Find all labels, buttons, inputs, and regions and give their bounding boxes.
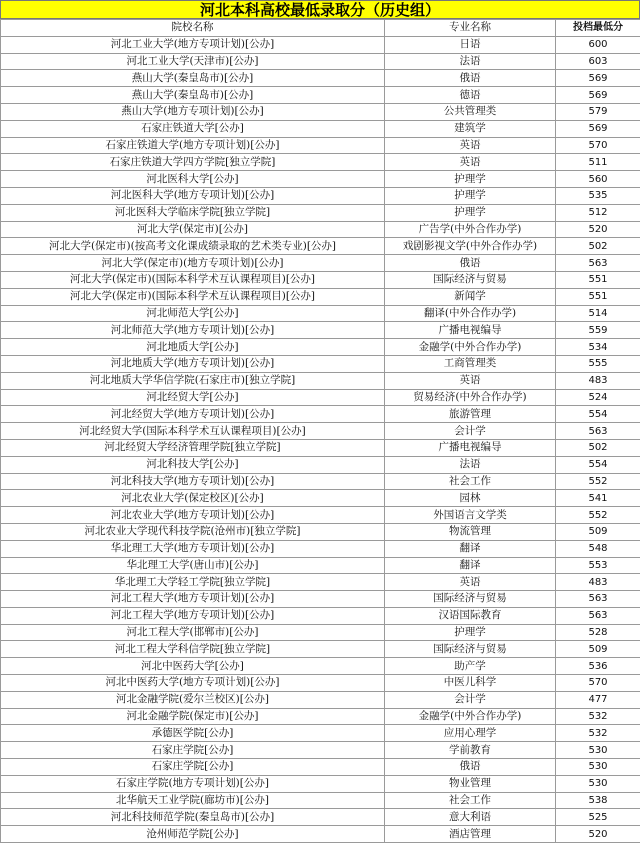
school-cell: 河北中医药大学(地方专项计划)[公办] — [1, 675, 385, 692]
school-cell: 华北理工大学(唐山市)[公办] — [1, 557, 385, 574]
table-row — [1, 423, 640, 440]
score-cell: 509 — [556, 641, 640, 658]
major-cell: 俄语 — [385, 255, 556, 272]
school-cell: 河北工程大学(地方专项计划)[公办] — [1, 607, 385, 624]
major-column-header: 专业名称 — [385, 20, 556, 37]
school-cell: 燕山大学(地方专项计划)[公办] — [1, 103, 385, 120]
major-cell: 英语 — [385, 574, 556, 591]
score-cell: 579 — [556, 103, 640, 120]
major-cell: 新闻学 — [385, 288, 556, 305]
major-cell: 汉语国际教育 — [385, 607, 556, 624]
major-cell: 法语 — [385, 456, 556, 473]
major-cell: 法语 — [385, 53, 556, 70]
score-cell: 477 — [556, 691, 640, 708]
table-row — [1, 221, 640, 238]
major-cell: 国际经济与贸易 — [385, 591, 556, 608]
school-cell: 河北工程大学(邯郸市)[公办] — [1, 624, 385, 641]
score-cell: 552 — [556, 473, 640, 490]
school-cell: 河北地质大学[公办] — [1, 339, 385, 356]
score-cell: 559 — [556, 322, 640, 339]
score-cell: 530 — [556, 759, 640, 776]
major-cell: 护理学 — [385, 204, 556, 221]
score-cell: 532 — [556, 708, 640, 725]
score-cell: 552 — [556, 507, 640, 524]
table-row — [1, 154, 640, 171]
major-cell: 社会工作 — [385, 792, 556, 809]
table-row — [1, 120, 640, 137]
major-cell: 金融学(中外合作办学) — [385, 708, 556, 725]
table-row — [1, 675, 640, 692]
school-cell: 河北中医药大学[公办] — [1, 658, 385, 675]
major-cell: 工商管理类 — [385, 355, 556, 372]
table-row — [1, 809, 640, 826]
score-cell: 512 — [556, 204, 640, 221]
table-row — [1, 87, 640, 104]
table-row — [1, 826, 640, 843]
school-cell: 河北大学(保定市)(国际本科学术互认课程项目)[公办] — [1, 288, 385, 305]
table-row — [1, 490, 640, 507]
major-cell: 翻译(中外合作办学) — [385, 305, 556, 322]
table-row — [1, 204, 640, 221]
table-row — [1, 171, 640, 188]
school-cell: 河北师范大学(地方专项计划)[公办] — [1, 322, 385, 339]
major-cell: 戏剧影视文学(中外合作办学) — [385, 238, 556, 255]
table-body — [1, 36, 640, 842]
header-row — [1, 20, 640, 37]
school-cell: 华北理工大学(地方专项计划)[公办] — [1, 540, 385, 557]
school-cell: 河北工程大学科信学院[独立学院] — [1, 641, 385, 658]
table-row — [1, 137, 640, 154]
table-row — [1, 456, 640, 473]
table-row — [1, 708, 640, 725]
table-row — [1, 742, 640, 759]
major-cell: 旅游管理 — [385, 406, 556, 423]
school-cell: 河北工程大学(地方专项计划)[公办] — [1, 591, 385, 608]
table-row — [1, 339, 640, 356]
school-cell: 河北经贸大学经济管理学院[独立学院] — [1, 439, 385, 456]
score-cell: 483 — [556, 372, 640, 389]
score-cell: 570 — [556, 137, 640, 154]
table-row — [1, 658, 640, 675]
major-cell: 广播电视编导 — [385, 322, 556, 339]
table-row — [1, 322, 640, 339]
table-row — [1, 53, 640, 70]
major-cell: 物业管理 — [385, 775, 556, 792]
school-cell: 石家庄铁道大学(地方专项计划)[公办] — [1, 137, 385, 154]
major-cell: 意大利语 — [385, 809, 556, 826]
score-cell: 541 — [556, 490, 640, 507]
major-cell: 德语 — [385, 87, 556, 104]
table-row — [1, 355, 640, 372]
school-cell: 河北师范大学[公办] — [1, 305, 385, 322]
major-cell: 酒店管理 — [385, 826, 556, 843]
score-cell: 563 — [556, 591, 640, 608]
major-cell: 英语 — [385, 154, 556, 171]
major-cell: 护理学 — [385, 187, 556, 204]
school-cell: 河北大学(保定市)(按高考文化课成绩录取的艺术类专业)[公办] — [1, 238, 385, 255]
table-row — [1, 607, 640, 624]
major-cell: 翻译 — [385, 540, 556, 557]
school-cell: 河北金融学院(保定市)[公办] — [1, 708, 385, 725]
major-cell: 中医儿科学 — [385, 675, 556, 692]
school-cell: 河北金融学院(爱尔兰校区)[公办] — [1, 691, 385, 708]
major-cell: 护理学 — [385, 171, 556, 188]
score-cell: 514 — [556, 305, 640, 322]
score-cell: 554 — [556, 456, 640, 473]
score-cell: 528 — [556, 624, 640, 641]
score-cell: 530 — [556, 742, 640, 759]
school-cell: 石家庄学院[公办] — [1, 742, 385, 759]
major-cell: 会计学 — [385, 691, 556, 708]
school-cell: 河北工业大学(地方专项计划)[公办] — [1, 36, 385, 53]
major-cell: 外国语言文学类 — [385, 507, 556, 524]
major-cell: 应用心理学 — [385, 725, 556, 742]
score-cell: 563 — [556, 423, 640, 440]
school-cell: 河北工业大学(天津市)[公办] — [1, 53, 385, 70]
table-row — [1, 288, 640, 305]
school-cell: 河北科技大学(地方专项计划)[公办] — [1, 473, 385, 490]
table-row — [1, 271, 640, 288]
table-row — [1, 103, 640, 120]
table-row — [1, 238, 640, 255]
score-cell: 600 — [556, 36, 640, 53]
table-row — [1, 406, 640, 423]
school-cell: 河北大学(保定市)(国际本科学术互认课程项目)[公办] — [1, 271, 385, 288]
score-cell: 548 — [556, 540, 640, 557]
score-cell: 569 — [556, 87, 640, 104]
score-cell: 553 — [556, 557, 640, 574]
major-cell: 社会工作 — [385, 473, 556, 490]
table-row — [1, 759, 640, 776]
score-cell: 502 — [556, 439, 640, 456]
table-row — [1, 305, 640, 322]
major-cell: 会计学 — [385, 423, 556, 440]
major-cell: 俄语 — [385, 70, 556, 87]
major-cell: 广播电视编导 — [385, 439, 556, 456]
score-cell: 525 — [556, 809, 640, 826]
major-cell: 园林 — [385, 490, 556, 507]
school-cell: 河北地质大学(地方专项计划)[公办] — [1, 355, 385, 372]
score-cell: 563 — [556, 255, 640, 272]
school-cell: 河北经贸大学(国际本科学术互认课程项目)[公办] — [1, 423, 385, 440]
major-cell: 物流管理 — [385, 523, 556, 540]
school-cell: 沧州师范学院[公办] — [1, 826, 385, 843]
score-table — [0, 19, 640, 843]
score-cell: 569 — [556, 70, 640, 87]
school-cell: 北华航天工业学院(廊坊市)[公办] — [1, 792, 385, 809]
school-cell: 河北农业大学(保定校区)[公办] — [1, 490, 385, 507]
score-cell: 524 — [556, 389, 640, 406]
school-cell: 石家庄学院[公办] — [1, 759, 385, 776]
table-row — [1, 507, 640, 524]
major-cell: 广告学(中外合作办学) — [385, 221, 556, 238]
score-cell: 554 — [556, 406, 640, 423]
score-cell: 483 — [556, 574, 640, 591]
table-row — [1, 187, 640, 204]
school-cell: 燕山大学(秦皇岛市)[公办] — [1, 70, 385, 87]
school-cell: 石家庄学院(地方专项计划)[公办] — [1, 775, 385, 792]
major-cell: 建筑学 — [385, 120, 556, 137]
table-row — [1, 624, 640, 641]
table-header — [1, 20, 640, 37]
major-cell: 翻译 — [385, 557, 556, 574]
school-cell: 河北医科大学临床学院[独立学院] — [1, 204, 385, 221]
score-cell: 536 — [556, 658, 640, 675]
table-row — [1, 389, 640, 406]
school-cell: 燕山大学(秦皇岛市)[公办] — [1, 87, 385, 104]
school-cell: 河北农业大学(地方专项计划)[公办] — [1, 507, 385, 524]
score-cell: 502 — [556, 238, 640, 255]
major-cell: 学前教育 — [385, 742, 556, 759]
table-row — [1, 523, 640, 540]
table-row — [1, 557, 640, 574]
major-cell: 公共管理类 — [385, 103, 556, 120]
major-cell: 俄语 — [385, 759, 556, 776]
table-row — [1, 372, 640, 389]
score-cell: 551 — [556, 271, 640, 288]
score-column-header: 投档最低分 — [556, 20, 640, 37]
school-cell: 河北科技师范学院(秦皇岛市)[公办] — [1, 809, 385, 826]
score-cell: 509 — [556, 523, 640, 540]
school-cell: 河北农业大学现代科技学院(沧州市)[独立学院] — [1, 523, 385, 540]
major-cell: 护理学 — [385, 624, 556, 641]
major-cell: 国际经济与贸易 — [385, 641, 556, 658]
score-cell: 570 — [556, 675, 640, 692]
school-cell: 河北大学(保定市)[公办] — [1, 221, 385, 238]
table-row — [1, 473, 640, 490]
major-cell: 英语 — [385, 372, 556, 389]
school-column-header: 院校名称 — [1, 20, 385, 37]
score-cell: 535 — [556, 187, 640, 204]
school-cell: 河北医科大学(地方专项计划)[公办] — [1, 187, 385, 204]
table-row — [1, 574, 640, 591]
sheet-title: 河北本科高校最低录取分（历史组） — [0, 0, 640, 19]
school-cell: 石家庄铁道大学[公办] — [1, 120, 385, 137]
major-cell: 英语 — [385, 137, 556, 154]
school-cell: 石家庄铁道大学四方学院[独立学院] — [1, 154, 385, 171]
score-cell: 551 — [556, 288, 640, 305]
major-cell: 国际经济与贸易 — [385, 271, 556, 288]
major-cell: 助产学 — [385, 658, 556, 675]
score-cell: 534 — [556, 339, 640, 356]
table-row — [1, 725, 640, 742]
major-cell: 贸易经济(中外合作办学) — [385, 389, 556, 406]
school-cell: 承德医学院[公办] — [1, 725, 385, 742]
score-cell: 532 — [556, 725, 640, 742]
score-cell: 520 — [556, 826, 640, 843]
table-row — [1, 775, 640, 792]
school-cell: 华北理工大学轻工学院[独立学院] — [1, 574, 385, 591]
school-cell: 河北医科大学[公办] — [1, 171, 385, 188]
score-cell: 603 — [556, 53, 640, 70]
score-cell: 530 — [556, 775, 640, 792]
score-cell: 560 — [556, 171, 640, 188]
score-cell: 538 — [556, 792, 640, 809]
school-cell: 河北经贸大学(地方专项计划)[公办] — [1, 406, 385, 423]
school-cell: 河北科技大学[公办] — [1, 456, 385, 473]
table-row — [1, 591, 640, 608]
school-cell: 河北经贸大学[公办] — [1, 389, 385, 406]
score-cell: 555 — [556, 355, 640, 372]
table-row — [1, 641, 640, 658]
score-cell: 511 — [556, 154, 640, 171]
table-row — [1, 691, 640, 708]
major-cell: 金融学(中外合作办学) — [385, 339, 556, 356]
table-row — [1, 792, 640, 809]
school-cell: 河北地质大学华信学院(石家庄市)[独立学院] — [1, 372, 385, 389]
score-cell: 563 — [556, 607, 640, 624]
school-cell: 河北大学(保定市)(地方专项计划)[公办] — [1, 255, 385, 272]
major-cell: 日语 — [385, 36, 556, 53]
score-cell: 569 — [556, 120, 640, 137]
table-row — [1, 255, 640, 272]
score-cell: 520 — [556, 221, 640, 238]
table-row — [1, 439, 640, 456]
table-row — [1, 70, 640, 87]
table-row — [1, 36, 640, 53]
table-row — [1, 540, 640, 557]
